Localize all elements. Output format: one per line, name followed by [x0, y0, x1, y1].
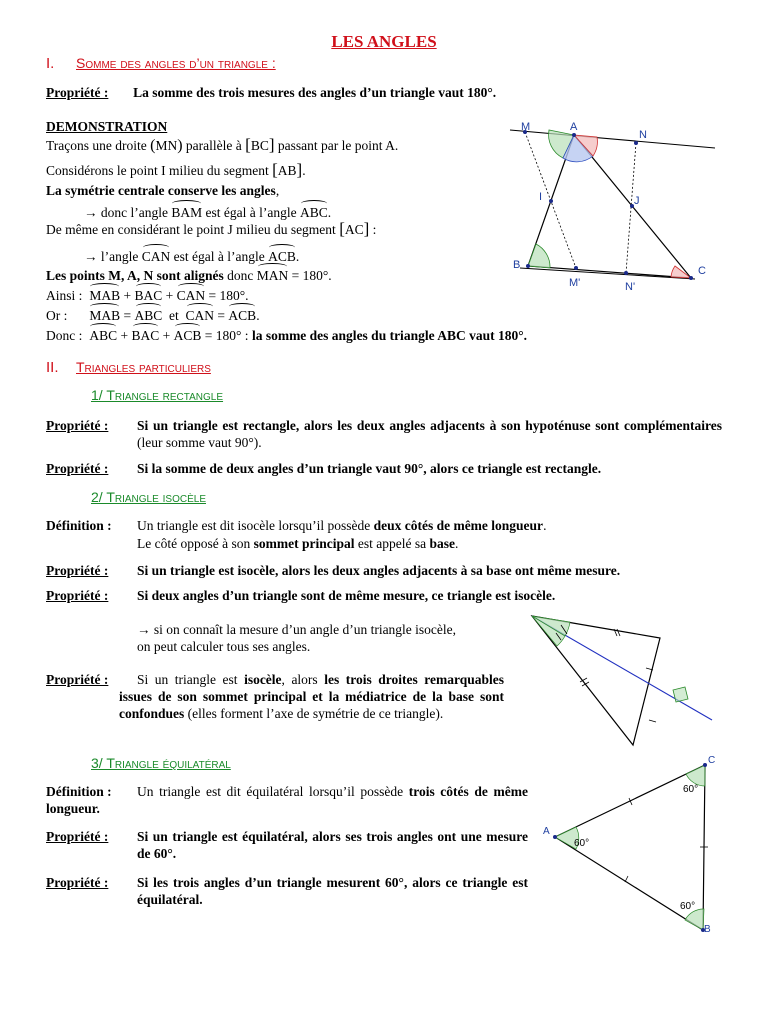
property-label: Propriété : — [46, 85, 109, 100]
subsection-right-triangle: 1/ Triangle rectangle — [91, 387, 224, 403]
angle-C-label: 60° — [683, 784, 699, 795]
label-C: C — [698, 265, 706, 277]
property-sum — [46, 84, 496, 101]
label-A: A — [570, 121, 578, 133]
isosceles-triangle-figure — [525, 608, 725, 753]
demo-line-4: → donc l’angle BAM est égal à l’angle ABC. — [84, 202, 331, 221]
demo-line-3: La symétrie centrale conserve les angles, — [46, 183, 280, 198]
note-isosceles-1: → si on connaît la mesure d’un angle d’un triangle isocèle, — [137, 622, 457, 637]
section-2-heading: II. Triangles particuliers — [46, 359, 211, 376]
property-isosceles-3: Propriété : Si un triangle est isocèle, alors les trois droites remarquables issues de son sommet principal et la médiatrice de la base sont confondues (elles forment l’axe de symétrie de ce triangle). — [46, 672, 504, 721]
angle-A-label: 60° — [574, 838, 590, 849]
demo-line-9: Or : MAB = ABC et CAN = ACB. — [46, 305, 260, 324]
demo-line-10: Donc : ABC + BAC + ACB = 180° : la somme des angles du triangle ABC vaut 180°. — [46, 325, 527, 344]
label-C: C — [708, 755, 716, 766]
demo-line-6: → l’angle CAN est égal à l’angle ACB. — [84, 246, 299, 265]
demo-line-8: Ainsi : MAB + BAC + CAN = 180°. — [46, 285, 249, 304]
property-right-2: Propriété : Si la somme de deux angles d’un triangle vaut 90°, alors ce triangle est rectangle. — [46, 461, 602, 476]
property-text: La somme des trois mesures des angles d’un triangle vaut 180°. — [133, 85, 497, 100]
property-isosceles-2: Propriété : Si deux angles d’un triangle sont de même mesure, ce triangle est isocèle. — [46, 588, 556, 603]
property-equilateral-1: Propriété : Si un triangle est équilatéral, alors ses trois angles ont une mesure de 60°. — [46, 829, 528, 861]
demo-line-7: Les points M, A, N sont alignés donc MAN = 180°. — [46, 265, 332, 284]
demo-line-2: Considérons le point I milieu du segment [ AB ] . — [46, 161, 306, 179]
label-J: J — [634, 195, 640, 207]
label-M-prime: M' — [569, 277, 581, 289]
definition-equilateral: Définition : Un triangle est dit équilatéral lorsqu’il possède trois côtés de même longueur. — [46, 784, 528, 816]
label-M: M — [521, 121, 531, 133]
section-title: Somme des angles d’un triangle : — [76, 55, 276, 71]
property-right-1: Propriété : Si un triangle est rectangle, alors les deux angles adjacents à son hypoténuse sont complémentaires (leur somme vaut 90°). — [46, 418, 722, 450]
note-isosceles-2: on peut calculer tous ses angles. — [137, 639, 311, 654]
page-title: LES ANGLES — [331, 32, 437, 51]
label-A: A — [543, 826, 550, 837]
property-equilateral-2: Propriété : Si les trois angles d’un triangle mesurent 60°, alors ce triangle est équilatéral. — [46, 875, 528, 907]
angle-B-label: 60° — [680, 901, 696, 912]
label-B: B — [513, 259, 521, 271]
label-I: I — [539, 191, 543, 203]
demo-line-5: De même en considérant le point J milieu du segment [ AC ] : — [46, 220, 376, 238]
subsection-equilateral: 3/ Triangle équilatéral — [91, 755, 231, 771]
definition-isosceles-2: Le côté opposé à son sommet principal est appelé sa base. — [137, 536, 459, 551]
section-number: I. — [46, 55, 55, 72]
subsection-isosceles: 2/ Triangle isocèle — [91, 489, 207, 505]
parallel-line-figure — [505, 118, 725, 298]
label-N: N — [639, 129, 647, 141]
label-B: B — [704, 924, 711, 935]
section-1-heading — [46, 55, 276, 72]
equilateral-triangle-figure — [540, 752, 725, 937]
property-isosceles-1: Propriété : Si un triangle est isocèle, alors les deux angles adjacents à sa base ont même mesure. — [46, 563, 621, 578]
demonstration-title: DEMONSTRATION — [46, 119, 168, 134]
demo-line-1: Traçons une droite ( MN ) parallèle à [ BC ] passant par le point A. — [46, 136, 398, 154]
label-N-prime: N' — [625, 281, 636, 293]
definition-isosceles: Définition : Un triangle est dit isocèle lorsqu’il possède deux côtés de même longueur. — [46, 518, 547, 533]
